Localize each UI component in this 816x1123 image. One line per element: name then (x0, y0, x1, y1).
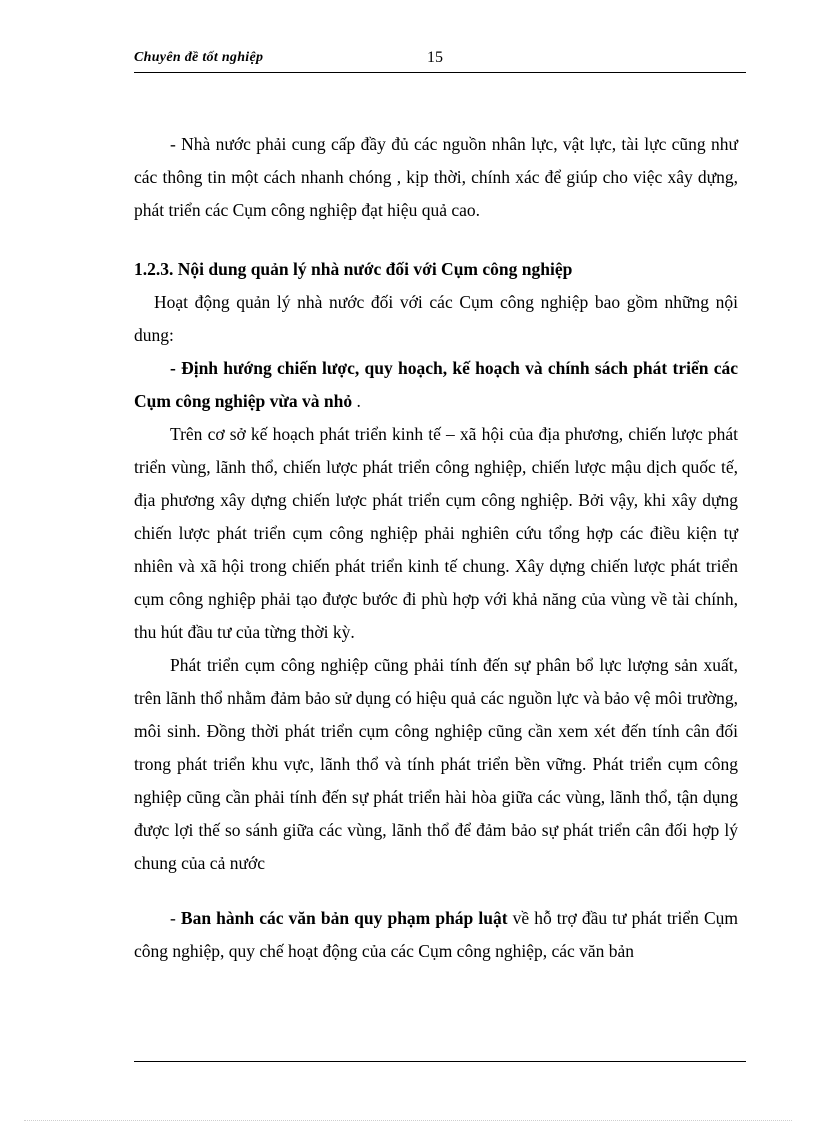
paragraph-strategy-basis: Trên cơ sở kế hoạch phát triển kinh tế – xã hội của địa phương, chiến lược phát triển vùng, lãnh thổ, chiến lược phát triển công nghiệp, chiến lược mậu dịch quốc tế, địa phương xây dựng chiến lược phát triển cụm công nghiệp. Bởi vậy, khi xây dựng chiến lược phát triển cụm công nghiệp phải nghiên cứu tổng hợp các điều kiện tự nhiên và xã hội trong chiến phát triển kinh tế chung. Xây dựng chiến lược phát triển cụm công nghiệp phải tạo được bước đi phù hợp với khả năng của vùng về tài chính, thu hút đầu tư của từng thời kỳ. (134, 424, 738, 642)
paragraph-intro: Hoạt động quản lý nhà nước đối với các Cụm công nghiệp bao gồm những nội dung: (134, 292, 738, 345)
paragraph-state-resources: - Nhà nước phải cung cấp đầy đủ các nguồn nhân lực, vật lực, tài lực cũng như các thông tin một cách nhanh chóng , kịp thời, chính xác để giúp cho việc xây dựng, phát triển các Cụm công nghiệp đạt hiệu quả cao. (134, 134, 738, 220)
footer-divider (134, 1061, 746, 1062)
body-text (134, 128, 738, 968)
paragraph-development-balance: Phát triển cụm công nghiệp cũng phải tính đến sự phân bổ lực lượng sản xuất, trên lãnh thổ nhằm đảm bảo sử dụng có hiệu quả các nguồn lực và bảo vệ môi trường, môi sinh. Đồng thời phát triển cụm công nghiệp cũng cần xem xét đến tính cân đối trong phát triển khu vực, lãnh thổ và tính phát triển bền vững. Phát triển cụm công nghiệp cũng cần phải tính đến sự phát triển hài hòa giữa các vùng, lãnh thổ, tận dụng được lợi thế so sánh giữa các vùng, lãnh thổ để đảm bảo sự phát triển cân đối hợp lý chung của cả nước (134, 655, 738, 873)
list-item-legal-documents (134, 902, 738, 968)
list-item-legal-text: về hỗ trợ đầu tư phát triển Cụm công nghiệp, quy chế hoạt động của các Cụm công nghiệp, các văn bản (134, 908, 739, 961)
header-title: Chuyên đề tốt nghiệp (134, 50, 264, 65)
page-edge-dotted-line (24, 1120, 792, 1121)
list-item-legal-prefix: - (170, 908, 181, 928)
header-divider (134, 72, 746, 73)
list-item-legal-title: Ban hành các văn bản quy phạm pháp luật (180, 908, 508, 928)
spacer (134, 880, 738, 902)
spacer (134, 227, 738, 253)
list-item-strategy (134, 352, 738, 418)
list-item-strategy-tail: . (352, 391, 361, 411)
section-heading: 1.2.3. Nội dung quản lý nhà nước đối với Cụm công nghiệp (134, 259, 573, 279)
page-number: 15 (427, 49, 443, 66)
list-item-strategy-title: - Định hướng chiến lược, quy hoạch, kế hoạch và chính sách phát triển các Cụm công nghiệp vừa và nhỏ (134, 358, 738, 411)
